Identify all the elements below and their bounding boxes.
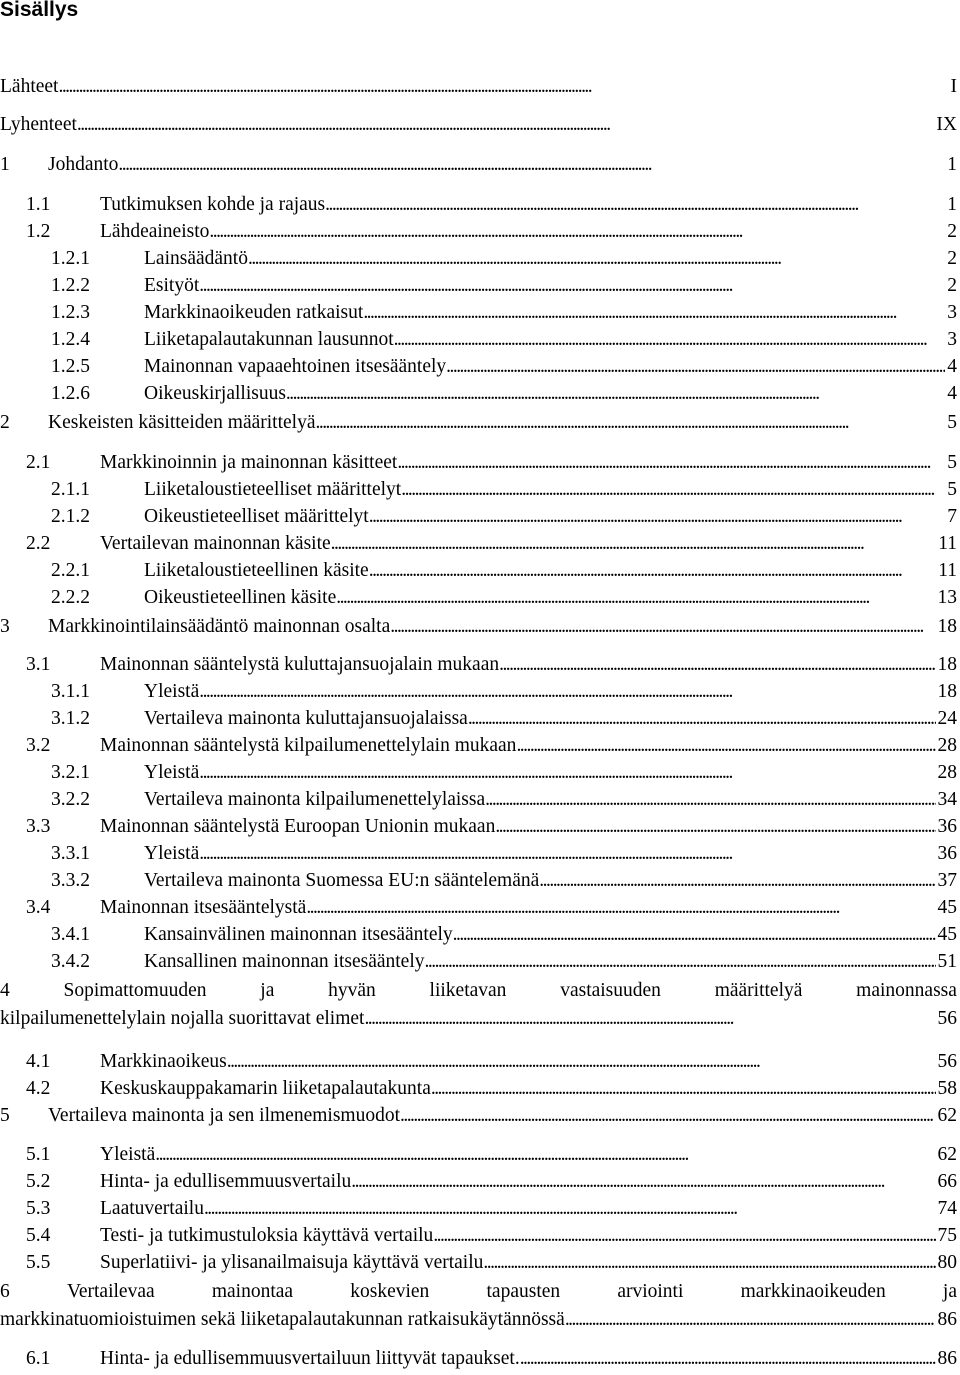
toc-entry-number: 3 [0,616,10,637]
toc-entry-title: Mainonnan sääntelystä kilpailumenettelylain mukaan [100,735,517,756]
toc-entry-title: Liiketaloustieteellinen käsite [144,560,369,581]
toc-entry-page: 2 [947,275,957,296]
dot-leader [400,1103,936,1129]
toc-entry[interactable] [0,614,957,640]
toc-entry-page: 74 [937,1198,957,1219]
toc-entry[interactable] [0,300,957,326]
toc-entry-number: 2.1.1 [51,479,90,500]
toc-entry[interactable] [0,450,957,476]
toc-entry-title: Lähteet [0,76,59,97]
toc-entry-title: Mainonnan itsesääntelystä [100,897,307,918]
toc-entry[interactable] [0,1250,957,1276]
dot-leader [325,192,945,218]
toc-entry-word: mainontaa [211,1281,294,1302]
dot-leader [369,504,946,530]
dot-leader [306,895,935,921]
toc-entry[interactable] [0,652,957,678]
dot-leader [118,152,945,178]
toc-entry-page: 11 [938,533,957,554]
dot-leader [209,219,945,245]
toc-entry[interactable] [0,354,957,380]
toc-entry-title: Markkinointilainsäädäntö mainonnan osalta [48,616,391,637]
toc-entry-page: 18 [937,681,957,702]
dot-leader [401,477,945,503]
dot-leader [316,410,946,436]
toc-entry-page: 4 [947,383,957,404]
dot-leader [468,706,936,732]
dot-leader [204,1196,936,1222]
toc-entry-title-continuation: markkinatuomioistuimen sekä liiketapalautakunnan ratkaisukäytännössä [0,1309,565,1330]
toc-entry-number: 1.2 [26,221,51,242]
toc-entry-number: 5.4 [26,1225,51,1246]
dot-leader [425,949,936,975]
toc-entry-title-continuation: kilpailumenettelylain nojalla suorittavat elimet [0,1008,365,1029]
toc-entry-page: 66 [937,1171,957,1192]
toc-entry-page: 5 [947,412,957,433]
toc-entry-word: Vertailevaa [66,1281,155,1302]
toc-entry-word: hyvän [328,980,376,1001]
toc-entry-word: arviointi [617,1281,684,1302]
toc-entry-number: 4 [0,980,10,1001]
dot-leader [199,273,945,299]
toc-entry-number: 1.2.1 [51,248,90,269]
toc-entry-title-line [0,977,957,1005]
dot-leader [248,246,945,272]
toc-entry-number: 2.2.1 [51,560,90,581]
toc-entry-page: 3 [947,302,957,323]
toc-entry-title: Mainonnan sääntelystä kuluttajansuojalain mukaan [100,654,500,675]
toc-entry-page: 7 [947,506,957,527]
toc-entry-title: Oikeustieteelliset määrittelyt [144,506,369,527]
toc-entry-number: 3.4 [26,897,51,918]
toc-entry-number: 1.2.5 [51,356,90,377]
dot-leader [351,1169,935,1195]
toc-entry-title: Yleistä [144,843,200,864]
toc-entry-title: Vertaileva mainonta kilpailumenettelylaissa [144,789,486,810]
toc-entry[interactable] [0,219,957,245]
toc-entry-page: 2 [947,248,957,269]
dot-leader [516,733,935,759]
toc-entry[interactable] [0,327,957,353]
toc-entry[interactable] [0,558,957,584]
dot-leader [539,868,935,894]
toc-entry-word: liiketavan [429,980,507,1001]
toc-entry-number: 5.1 [26,1144,51,1165]
toc-entry-number: 2.1.2 [51,506,90,527]
toc-entry-title: Markkinaoikeus [100,1051,227,1072]
toc-entry-number: 1.2.2 [51,275,90,296]
toc-entry-page: 13 [937,587,957,608]
toc-entry-title: Liiketapalautakunnan lausunnot [144,329,394,350]
toc-entry-word: vastaisuuden [560,980,661,1001]
toc-entry-number: 4.1 [26,1051,51,1072]
dot-leader [433,1223,935,1249]
toc-entry-title: Vertaileva mainonta Suomessa EU:n sääntelemänä [144,870,540,891]
toc-entry[interactable] [0,679,957,705]
toc-entry[interactable] [0,112,957,138]
toc-entry-number: 1.2.3 [51,302,90,323]
toc-entry-title: Keskeisten käsitteiden määrittelyä [48,412,316,433]
toc-entry-page: 1 [947,154,957,175]
toc-entry-wrapped[interactable] [0,977,957,1033]
dot-leader [390,614,935,640]
dot-leader [431,1076,936,1102]
toc-entry-page: 56 [937,1008,957,1029]
toc-entry-title: Esityöt [144,275,200,296]
toc-entry-title: Lähdeaineisto [100,221,210,242]
toc-entry[interactable] [0,787,957,813]
toc-entry-title: Kansallinen mainonnan itsesääntely [144,951,425,972]
toc-entry-title: Oikeustieteellinen käsite [144,587,337,608]
dot-leader [77,112,935,138]
toc-entry[interactable] [0,585,957,611]
dot-leader [397,450,945,476]
toc-entry[interactable] [0,1142,957,1168]
dot-leader [369,558,937,584]
toc-entry-page: 5 [947,479,957,500]
toc-entry-title: Markkinaoikeuden ratkaisut [144,302,364,323]
toc-entry-word: määrittelyä [714,980,803,1001]
toc-entry-page: 11 [938,560,957,581]
toc-entry-page: 4 [947,356,957,377]
toc-entry-number: 4.2 [26,1078,51,1099]
toc-entry-word: markkinaoikeuden [740,1281,886,1302]
toc-entry[interactable] [0,246,957,272]
toc-entry-page: 36 [937,816,957,837]
dot-leader [286,381,945,407]
toc-entry-page: 5 [947,452,957,473]
toc-entry-number: 1.1 [26,194,51,215]
toc-entry[interactable] [0,895,957,921]
toc-entry-word: koskevien [350,1281,430,1302]
toc-entry[interactable] [0,74,957,100]
toc-entry-page: 86 [937,1309,957,1330]
toc-entry-title: Superlatiivi- ja ylisanailmaisuja käyttävä vertailu [100,1252,484,1273]
toc-entry-number: 3.4.2 [51,951,90,972]
toc-entry-page: 36 [937,843,957,864]
dot-leader [453,922,936,948]
toc-entry-page: 45 [937,924,957,945]
toc-entry-word: ja [260,980,275,1001]
toc-entry-wrapped[interactable] [0,1278,957,1334]
toc-entry-page: 75 [937,1225,957,1246]
toc-entry-page: 62 [937,1144,957,1165]
toc-entry-number: 3.2.2 [51,789,90,810]
toc-entry-title: Vertailevan mainonnan käsite [100,533,331,554]
toc-entry-word: mainonnassa [856,980,957,1001]
toc-entry-page: 1 [947,194,957,215]
dot-leader [394,327,946,353]
toc-entry-title: Oikeuskirjallisuus [144,383,286,404]
dot-leader [227,1049,936,1075]
toc-entry[interactable] [0,531,957,557]
toc-entry[interactable] [0,192,957,218]
toc-entry-page: 37 [937,870,957,891]
toc-entry-title: Mainonnan vapaaehtoinen itsesääntely [144,356,447,377]
toc-entry[interactable] [0,733,957,759]
dot-leader [363,300,945,326]
toc-entry-title: Laatuvertailu [100,1198,204,1219]
toc-entry[interactable] [0,949,957,975]
toc-entry-number: 5.3 [26,1198,51,1219]
toc-entry[interactable] [0,1076,957,1102]
toc-entry[interactable] [0,922,957,948]
toc-entry[interactable] [0,1196,957,1222]
toc-entry-page: 80 [937,1252,957,1273]
toc-entry[interactable] [0,410,957,436]
toc-entry-title: Hinta- ja edullisemmuusvertailu [100,1171,352,1192]
toc-entry[interactable] [0,1223,957,1249]
toc-entry[interactable] [0,760,957,786]
toc-entry[interactable] [0,1346,957,1372]
dot-leader [199,760,935,786]
toc-entry-number: 6.1 [26,1348,51,1369]
toc-entry-page: 34 [937,789,957,810]
toc-entry-title: Kansainvälinen mainonnan itsesääntely [144,924,453,945]
toc-entry[interactable] [0,1049,957,1075]
toc-entry-number: 5 [0,1105,10,1126]
toc-entry-page: 86 [937,1348,957,1369]
toc-entry-page: 18 [937,616,957,637]
toc-entry-page: 28 [937,735,957,756]
toc-entry-page: IX [936,114,957,135]
toc-entry-number: 1 [0,154,10,175]
dot-leader [331,531,937,557]
toc-entry-number: 3.3.2 [51,870,90,891]
toc-entry-title: Lainsäädäntö [144,248,248,269]
toc-entry-page: 58 [937,1078,957,1099]
toc-entry-title: Johdanto [48,154,119,175]
toc-entry-title-line [0,1278,957,1306]
toc-entry-title: Hinta- ja edullisemmuusvertailuun liittyvät tapaukset. [100,1348,520,1369]
toc-entry-title: Yleistä [100,1144,156,1165]
toc-entry-title: Yleistä [144,762,200,783]
dot-leader [565,1306,936,1334]
dot-leader [155,1142,935,1168]
toc-entry-number: 6 [0,1281,10,1302]
dot-leader [446,354,945,380]
toc-entry[interactable] [0,841,957,867]
toc-entry-number: 5.2 [26,1171,51,1192]
toc-entry-number: 5.5 [26,1252,51,1273]
toc-entry[interactable] [0,381,957,407]
dot-leader [58,74,948,100]
toc-entry-number: 3.3.1 [51,843,90,864]
toc-entry[interactable] [0,152,957,178]
toc-entry-title: Testi- ja tutkimustuloksia käyttävä vertailu [100,1225,434,1246]
toc-entry-word: tapausten [486,1281,561,1302]
toc-entry-page: 45 [937,897,957,918]
toc-entry-title: Keskuskauppakamarin liiketapalautakunta [100,1078,431,1099]
toc-entry-page: I [950,76,957,97]
toc-entry[interactable] [0,1169,957,1195]
toc-entry-page: 28 [937,762,957,783]
toc-entry-title: Lyhenteet [0,114,77,135]
dot-leader [364,1005,935,1033]
toc-entry-word: Sopimattomuuden [63,980,207,1001]
toc-entry[interactable] [0,868,957,894]
dot-leader [199,679,935,705]
toc-entry[interactable] [0,706,957,732]
toc-entry-title: Markkinoinnin ja mainonnan käsitteet [100,452,398,473]
toc-heading: Sisällys [0,0,79,21]
toc-entry-number: 1.2.6 [51,383,90,404]
toc-entry-page: 24 [937,708,957,729]
toc-entry-number: 2.2.2 [51,587,90,608]
toc-entry-page: 2 [947,221,957,242]
toc-entry-page: 62 [937,1105,957,1126]
toc-entry-number: 3.1.1 [51,681,90,702]
toc-entry-number: 2.1 [26,452,51,473]
toc-entry-page: 56 [937,1051,957,1072]
toc-entry-number: 3.1 [26,654,51,675]
dot-leader [485,787,935,813]
toc-entry[interactable] [0,1103,957,1129]
dot-leader [495,814,935,840]
toc-entry-number: 1.2.4 [51,329,90,350]
dot-leader [199,841,935,867]
toc-entry[interactable] [0,273,957,299]
dot-leader [520,1346,936,1372]
dot-leader [499,652,935,678]
toc-entry[interactable] [0,814,957,840]
toc-entry-number: 2 [0,412,10,433]
toc-entry-word: ja [942,1281,957,1302]
toc-entry-page: 3 [947,329,957,350]
dot-leader [483,1250,935,1276]
toc-entry-title: Mainonnan sääntelystä Euroopan Unionin mukaan [100,816,496,837]
toc-entry-number: 3.2.1 [51,762,90,783]
toc-entry-page: 51 [937,951,957,972]
toc-entry-title: Yleistä [144,681,200,702]
toc-entry[interactable] [0,504,957,530]
toc-entry-number: 3.4.1 [51,924,90,945]
toc-entry-number: 3.3 [26,816,51,837]
toc-entry-number: 3.2 [26,735,51,756]
toc-entry-title: Vertaileva mainonta ja sen ilmenemismuodot [48,1105,400,1126]
toc-entry-number: 3.1.2 [51,708,90,729]
toc-entry-number: 2.2 [26,533,51,554]
toc-entry[interactable] [0,477,957,503]
toc-entry-title: Vertaileva mainonta kuluttajansuojalaissa [144,708,468,729]
toc-entry-page: 18 [937,654,957,675]
dot-leader [336,585,935,611]
toc-entry-title: Liiketaloustieteelliset määrittelyt [144,479,402,500]
toc-entry-title: Tutkimuksen kohde ja rajaus [100,194,326,215]
